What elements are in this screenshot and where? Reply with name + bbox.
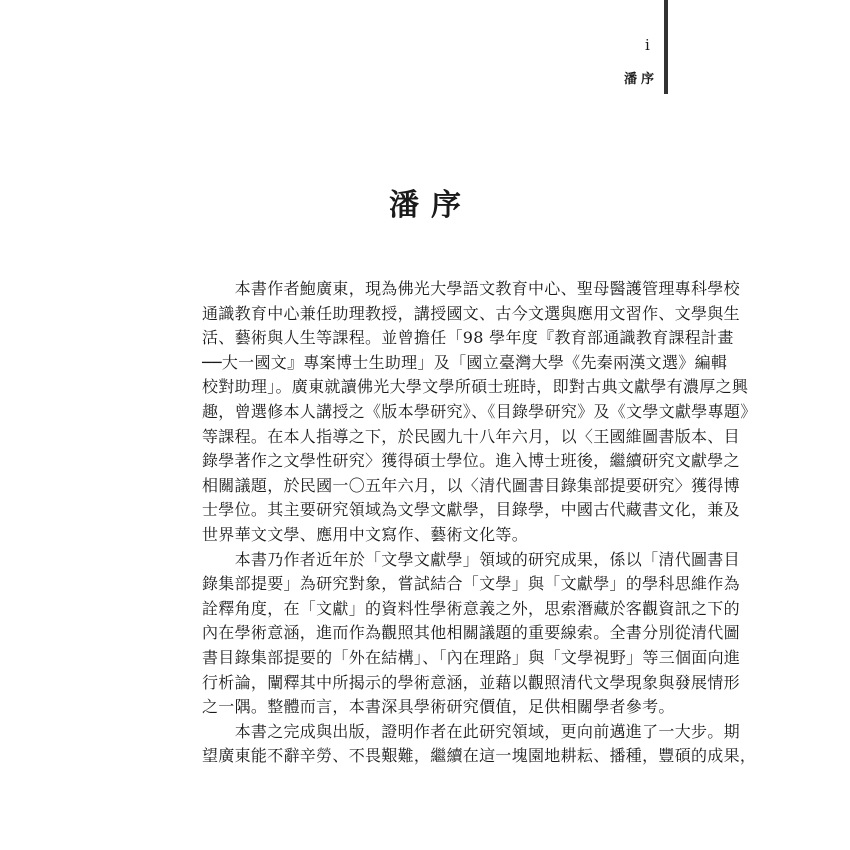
text-line: ──大一國文』專案博士生助理」及「國立臺灣大學《先秦兩漢文選》編輯 [202,352,728,372]
text-line: 錄集部提要」為研究對象，嘗試結合「文學」與「文獻學」的學科思維作為 [202,574,740,594]
text-line: 望廣東能不辭辛勞、不畏艱難，繼續在這一塊園地耕耘、播種，豐碩的成果， [202,746,757,766]
page-edge-rule [664,0,668,94]
running-head: 潘序 [624,72,659,87]
text-line: 等課程。在本人指導之下，於民國九十八年六月，以〈王國維圖書版本、目 [202,426,740,446]
text-line: 內在學術意涵，進而作為觀照其他相關議題的重要線索。全書分別從清代圖 [202,623,740,643]
preface-body [202,277,757,769]
text-line: 相關議題，於民國一〇五年六月，以〈清代圖書目錄集部提要研究〉獲得博 [202,475,740,495]
text-line: 本書作者鮑廣東，現為佛光大學語文教育中心、聖母醫護管理專科學校 [202,279,740,298]
text-line: 士學位。其主要研究領域為文學文獻學，目錄學，中國古代藏書文化，兼及 [202,500,740,520]
page-title: 潘序 [389,188,473,223]
text-line: 本書之完成與出版，證明作者在此研究領域，更向前邁進了一大步。期 [202,721,740,741]
text-line: 書目錄集部提要的「外在結構」、「內在理路」與「文學視野」等三個面向進 [202,647,741,667]
text-line: 行析論，闡釋其中所揭示的學術意涵，並藉以觀照清代文學現象與發展情形 [202,672,740,692]
text-line: 本書乃作者近年於「文學文獻學」領域的研究成果，係以「清代圖書目 [202,549,740,569]
text-line: 詮釋角度，在「文獻」的資料性學術意義之外，思索潛藏於客觀資訊之下的 [202,598,740,618]
text-line: 通識教育中心兼任助理教授，講授國文、古今文選與應用文習作、文學與生 [202,303,740,323]
text-line: 活、藝術與人生等課程。並曾擔任「98 學年度『教育部通識教育課程計畫 [202,328,734,348]
text-line: 校對助理」。廣東就讀佛光大學文學所碩士班時，即對古典文獻學有濃厚之興 [202,377,749,397]
text-line: 錄學著作之文學性研究〉獲得碩士學位。進入博士班後，繼續研究文獻學之 [202,451,740,471]
page-number: i [645,36,650,54]
text-line: 趣，曾選修本人講授之《版本學研究》、《目錄學研究》及《文學文獻學專題》 [202,401,757,421]
text-line: 世界華文文學、應用中文寫作、藝術文化等。 [202,524,529,544]
text-line: 之一隅。整體而言，本書深具學術研究價值，足供相關學者參考。 [202,697,675,717]
